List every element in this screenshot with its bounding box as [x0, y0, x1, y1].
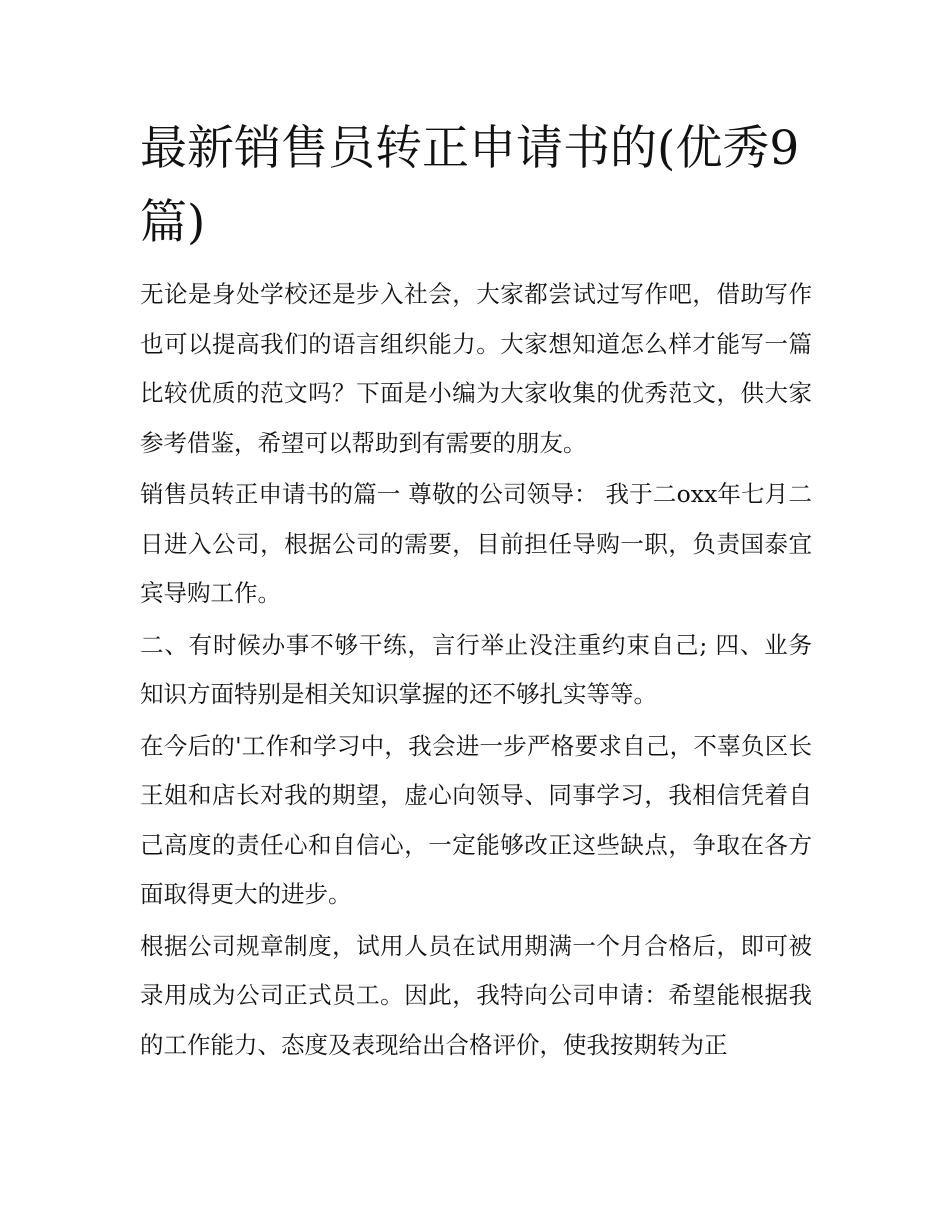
- body-paragraph-3: 在今后的'工作和学习中，我会进一步严格要求自己，不辜负区长王姐和店长对我的期望，虚心向领导、同事学习，我相信凭着自己高度的责任心和自信心，一定能够改正这些缺点，争取在各方面取得更大的进步。: [140, 731, 812, 908]
- body-paragraph-4: 根据公司规章制度，试用人员在试用期满一个月合格后，即可被录用成为公司正式员工。因此，我特向公司申请：希望能根据我的工作能力、态度及表现给出合格评价，使我按期转为正: [140, 931, 812, 1059]
- intro-paragraph: 无论是身处学校还是步入社会，大家都尝试过写作吧，借助写作也可以提高我们的语言组织能力。大家想知道怎么样才能写一篇比较优质的范文吗？下面是小编为大家收集的优秀范文，供大家参考借鉴，希望可以帮助到有需要的朋友。: [140, 280, 812, 457]
- body-paragraph-2: 二、有时候办事不够干练，言行举止没注重约束自己; 四、业务知识方面特别是相关知识掌握的还不够扎实等等。: [140, 630, 812, 708]
- document-title: 最新销售员转正申请书的(优秀9篇): [140, 121, 800, 250]
- body-paragraph-1: 销售员转正申请书的篇一 尊敬的公司领导： 我于二oxx年七月二日进入公司，根据公司的需要，目前担任导购一职，负责国泰宜宾导购工作。: [140, 480, 812, 607]
- document-body: [140, 112, 812, 1072]
